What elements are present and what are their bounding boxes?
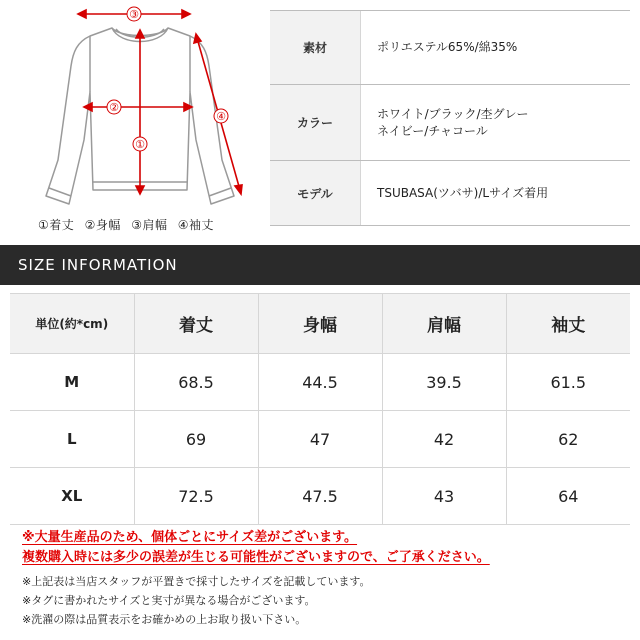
legend-length: ①着丈 [38,218,75,232]
spec-label-model: モデル [270,161,360,225]
spec-row-material [270,10,630,84]
table-cell: 69 [134,411,258,468]
legend-sleeve: ④袖丈 [177,218,215,232]
spec-value-line: ポリエステル65%/綿35% [377,40,518,54]
spec-value-color [360,85,630,160]
column-header-chest: 身幅 [258,294,382,354]
note-text: ※タグに書かれたサイズと実寸が異なる場合がございます。 [22,594,316,607]
table-row [10,354,630,411]
table-cell: 47 [258,411,382,468]
table-cell: 43 [382,468,506,525]
marker-sleeve: ④ [216,110,226,123]
column-header-shoulder: 肩幅 [382,294,506,354]
note-text: ※洗濯の際は品質表示をお確かめの上お取り扱い下さい。 [22,613,307,626]
spec-row-color [270,84,630,160]
note-text: ※上記表は当店スタッフが平置きで採寸したサイズを記載しています。 [22,575,371,588]
marker-chest: ② [109,101,119,114]
legend-shoulder: ③肩幅 [131,218,168,232]
spec-value-line: ネイビー/チャコール [377,123,488,138]
marker-length: ① [135,138,145,151]
spec-row-model [270,160,630,226]
measurement-arrows [78,10,242,194]
table-cell: 42 [382,411,506,468]
size-table [10,293,630,525]
spec-label-color: カラー [270,85,360,160]
note-warning: ※大量生産品のため、個体ごとにサイズ差がございます。 [22,530,358,545]
table-row [10,468,630,525]
note-warning: 複数購入時には多少の誤差が生じる可能性がございますので、ご了承ください。 [22,550,490,565]
spec-value-model [360,161,630,225]
spec-value-line: TSUBASA(ツバサ)/Lサイズ着用 [377,185,549,200]
size-information-banner [0,245,640,285]
legend-chest: ②身幅 [84,218,121,232]
size-label: M [10,354,134,411]
spec-label-material: 素材 [270,11,360,84]
table-cell: 64 [506,468,630,525]
table-cell: 39.5 [382,354,506,411]
table-cell: 47.5 [258,468,382,525]
banner-title: SIZE INFORMATION [18,256,178,274]
unit-label: 単位(約*cm) [10,294,134,354]
product-spec-table [270,10,630,226]
column-header-length: 着丈 [134,294,258,354]
size-label: XL [10,468,134,525]
size-notes [22,528,632,629]
table-cell: 61.5 [506,354,630,411]
marker-shoulder: ③ [129,8,139,21]
spec-value-material [360,11,630,84]
size-label: L [10,411,134,468]
sweater-illustration [0,0,250,215]
size-table-header [10,294,630,354]
table-cell: 44.5 [258,354,382,411]
table-cell: 68.5 [134,354,258,411]
table-cell: 62 [506,411,630,468]
measurement-legend [38,216,220,233]
garment-diagram [0,0,250,240]
table-row [10,411,630,468]
spec-value-line: ホワイト/ブラック/杢グレー [377,106,529,121]
table-cell: 72.5 [134,468,258,525]
column-header-sleeve: 袖丈 [506,294,630,354]
